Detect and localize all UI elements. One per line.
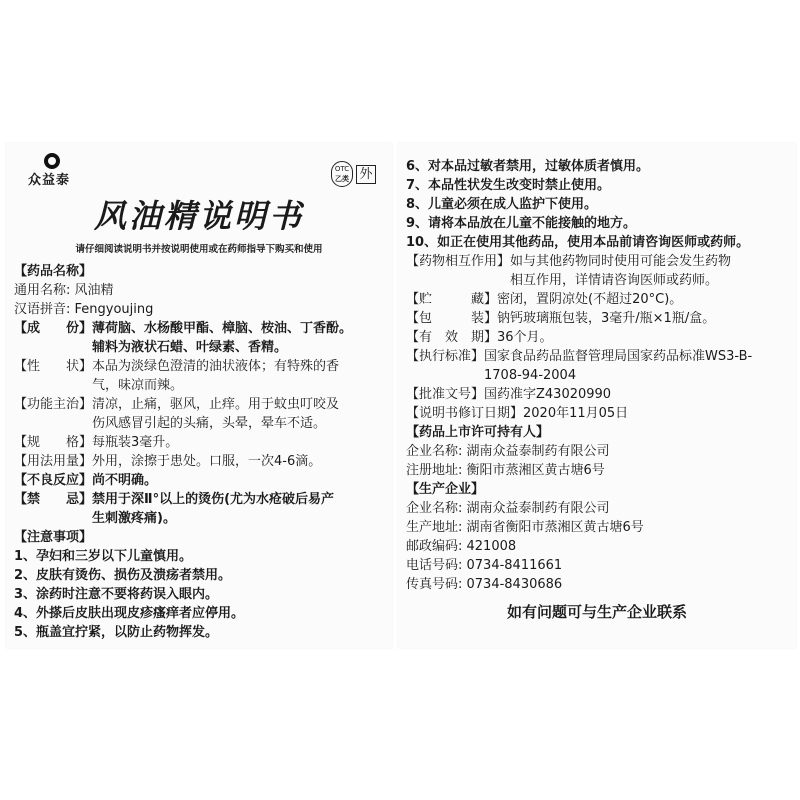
brand-name: 众益泰 (28, 173, 71, 188)
text-line: 生产地址: 湖南省衡阳市蒸湘区黄古塘6号 (406, 520, 644, 535)
text-line: 【禁 忌】禁用于深Ⅱ°以上的烫伤(尤为水疮破后易产 (14, 492, 335, 507)
text-line: 企业名称: 湖南众益泰制药有限公司 (406, 501, 610, 516)
otc-class: 乙类 (335, 175, 349, 183)
text-line: 【药物相互作用】如与其他药物同时使用可能会发生药物 (406, 254, 732, 269)
text-line: 2、皮肤有烫伤、损伤及溃疡者禁用。 (14, 568, 232, 583)
text-line: 企业名称: 湖南众益泰制药有限公司 (406, 444, 610, 459)
text-line: 【药品名称】 (14, 264, 93, 279)
text-line: 【规 格】每瓶装3毫升。 (14, 435, 179, 450)
text-line: 传真号码: 0734-8430686 (406, 577, 563, 592)
brand-logo (28, 153, 78, 189)
page-title: 风油精说明书 (93, 197, 304, 235)
text-line: 【批准文号】国药准字Z43020990 (406, 387, 612, 402)
text-line: 气，味凉而辣。 (14, 378, 184, 393)
text-line: 7、本品性状发生改变时禁止使用。 (406, 178, 611, 193)
otc-badge (331, 161, 353, 187)
text-line: 3、涂药时注意不要将药误入眼内。 (14, 587, 219, 602)
text-line: 【成 份】薄荷脑、水杨酸甲酯、樟脑、桉油、丁香酚。 (14, 321, 353, 336)
external-use-badge: 外 (356, 165, 376, 184)
text-line: 【注意事项】 (14, 530, 93, 545)
text-line: 【说明书修订日期】2020年11月05日 (406, 406, 629, 421)
text-line: 【执行标准】国家食品药品监督管理局国家药品标准WS3-B- (406, 349, 753, 364)
text-line: 4、外搽后皮肤出现皮疹瘙痒者应停用。 (14, 606, 245, 621)
text-line: 汉语拼音: Fengyoujing (14, 302, 154, 317)
text-line: 生刺激疼痛)。 (14, 511, 176, 526)
right-leaflet-page (398, 143, 796, 648)
text-line: 【贮 藏】密闭，置阴凉处(不超过20°C)。 (406, 292, 683, 307)
text-line: 注册地址: 衡阳市蒸湘区黄古塘6号 (406, 463, 605, 478)
left-leaflet-page (6, 143, 392, 648)
page-subtitle: 请仔细阅读说明书并按说明使用或在药师指导下购买和使用 (75, 244, 323, 255)
text-line: 邮政编码: 421008 (406, 539, 517, 554)
text-line: 辅料为液状石蜡、叶绿素、香精。 (14, 340, 288, 355)
text-line: 10、如正在使用其他药品，使用本品前请咨询医师或药师。 (406, 235, 750, 250)
text-line: 8、儿童必须在成人监护下使用。 (406, 197, 598, 212)
text-line: 电话号码: 0734-8411661 (406, 558, 563, 573)
text-line: 【不良反应】尚不明确。 (14, 473, 158, 488)
text-line: 9、请将本品放在儿童不能接触的地方。 (406, 216, 637, 231)
contact-footer: 如有问题可与生产企业联系 (506, 603, 687, 621)
text-line: 伤风感冒引起的头痛，头晕，晕车不适。 (14, 416, 327, 431)
text-line: 【生产企业】 (406, 482, 485, 497)
text-line: 【功能主治】清凉，止痛，驱风，止痒。用于蚊虫叮咬及 (14, 397, 340, 412)
text-line: 相互作用，详情请咨询医师或药师。 (406, 273, 719, 288)
otc-label: OTC (334, 165, 350, 173)
text-line: 6、对本品过敏者禁用，过敏体质者慎用。 (406, 159, 650, 174)
text-line: 通用名称: 风油精 (14, 283, 114, 298)
text-line: 1、孕妇和三岁以下儿童慎用。 (14, 549, 193, 564)
text-line: 【药品上市许可持有人】 (406, 425, 550, 440)
text-line: 【包 装】钠钙玻璃瓶包装，3毫升/瓶×1瓶/盒。 (406, 311, 716, 326)
text-line: 5、瓶盖宜拧紧，以防止药物挥发。 (14, 625, 219, 640)
brand-mark-icon (44, 153, 60, 169)
text-line: 1708-94-2004 (406, 368, 577, 383)
text-line: 【用法用量】外用，涂擦于患处。口服，一次4-6滴。 (14, 454, 322, 469)
text-line: 【性 状】本品为淡绿色澄清的油状液体；有特殊的香 (14, 359, 340, 374)
text-line: 【有 效 期】36个月。 (406, 330, 553, 345)
